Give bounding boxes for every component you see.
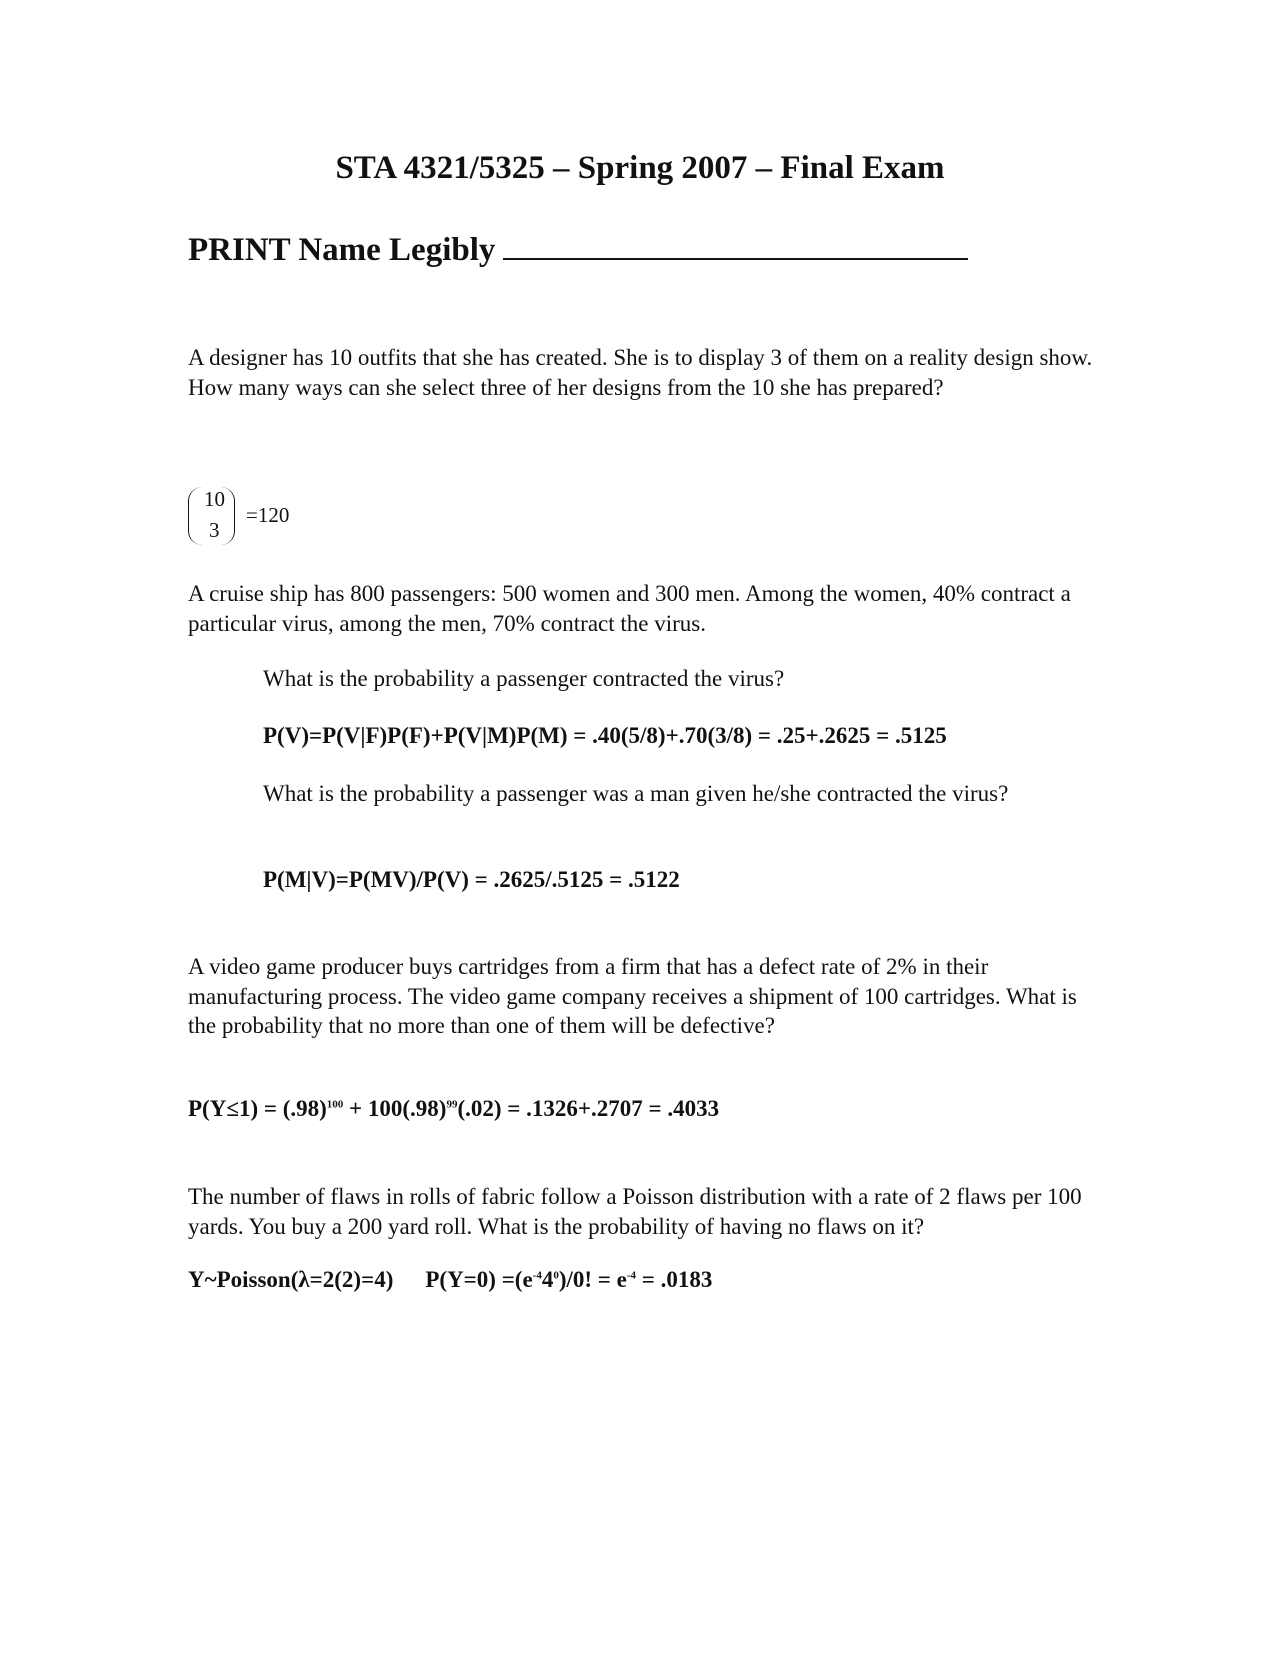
- q4-exponent-2: 0: [553, 1269, 559, 1282]
- q4-ans-part-d: )/0! = e: [558, 1267, 627, 1292]
- page-title: STA 4321/5325 – Spring 2007 – Final Exam: [335, 150, 945, 186]
- name-field: [188, 228, 968, 269]
- question-4-text: The number of flaws in rolls of fabric follow a Poisson distribution with a rate of 2 flaws per 100 yards. You buy a 200 yard roll. What is the probability of having no flaws on it?: [188, 1184, 1082, 1239]
- right-paren: [220, 487, 235, 545]
- question-2-text: A cruise ship has 800 passengers: 500 women and 300 men. Among the women, 40% contract a particular virus, among the men, 70% contract the virus.: [188, 581, 1071, 636]
- q4-exponent-1: -4: [532, 1269, 542, 1282]
- question-1-text: A designer has 10 outfits that she has created. She is to display 3 of them on a reality design show. How many ways can she select three of her designs from the 10 she has prepared?: [188, 345, 1093, 400]
- q3-exponent-2: 99: [446, 1098, 458, 1111]
- question-2-subquestion-1: What is the probability a passenger contracted the virus?: [263, 666, 785, 691]
- question-4-answer: [188, 1267, 712, 1293]
- name-label: PRINT Name Legibly: [188, 232, 496, 268]
- name-blank-line: [503, 228, 968, 260]
- q3-ans-part-b: + 100(.98): [343, 1096, 447, 1121]
- q4-ans-part-c: 4: [541, 1267, 554, 1292]
- q4-ans-part-e: = .0183: [636, 1267, 713, 1292]
- q4-exponent-3: -4: [626, 1269, 637, 1282]
- q4-ans-part-a: Y~Poisson(λ=2(2)=4): [188, 1267, 394, 1292]
- q4-ans-part-b: P(Y=0) =(e: [425, 1267, 533, 1292]
- binom-bottom: 3: [209, 518, 220, 542]
- left-paren: [188, 487, 203, 545]
- binom-top: 10: [204, 487, 225, 511]
- question-2-answer-1: P(V)=P(V|F)P(F)+P(V|M)P(M) = .40(5/8)+.70(3/8) = .25+.2625 = .5125: [263, 723, 947, 748]
- question-2-subquestion-2: What is the probability a passenger was a man given he/she contracted the virus?: [263, 781, 1009, 806]
- question-3-text: A video game producer buys cartridges from a firm that has a defect rate of 2% in their manufacturing process. The video game company receives a shipment of 100 cartridges. What is the probability that no more than one of them will be defective?: [188, 954, 1077, 1038]
- q3-ans-part-c: (.02) = .1326+.2707 = .4033: [457, 1096, 720, 1121]
- question-1-answer: =120: [246, 503, 290, 527]
- question-2-answer-2: P(M|V)=P(MV)/P(V) = .2625/.5125 = .5122: [263, 867, 680, 892]
- q3-ans-part-a: P(Y≤1) = (.98): [188, 1096, 327, 1121]
- q3-exponent-1: 100: [326, 1098, 344, 1111]
- question-3-answer: [188, 1096, 719, 1122]
